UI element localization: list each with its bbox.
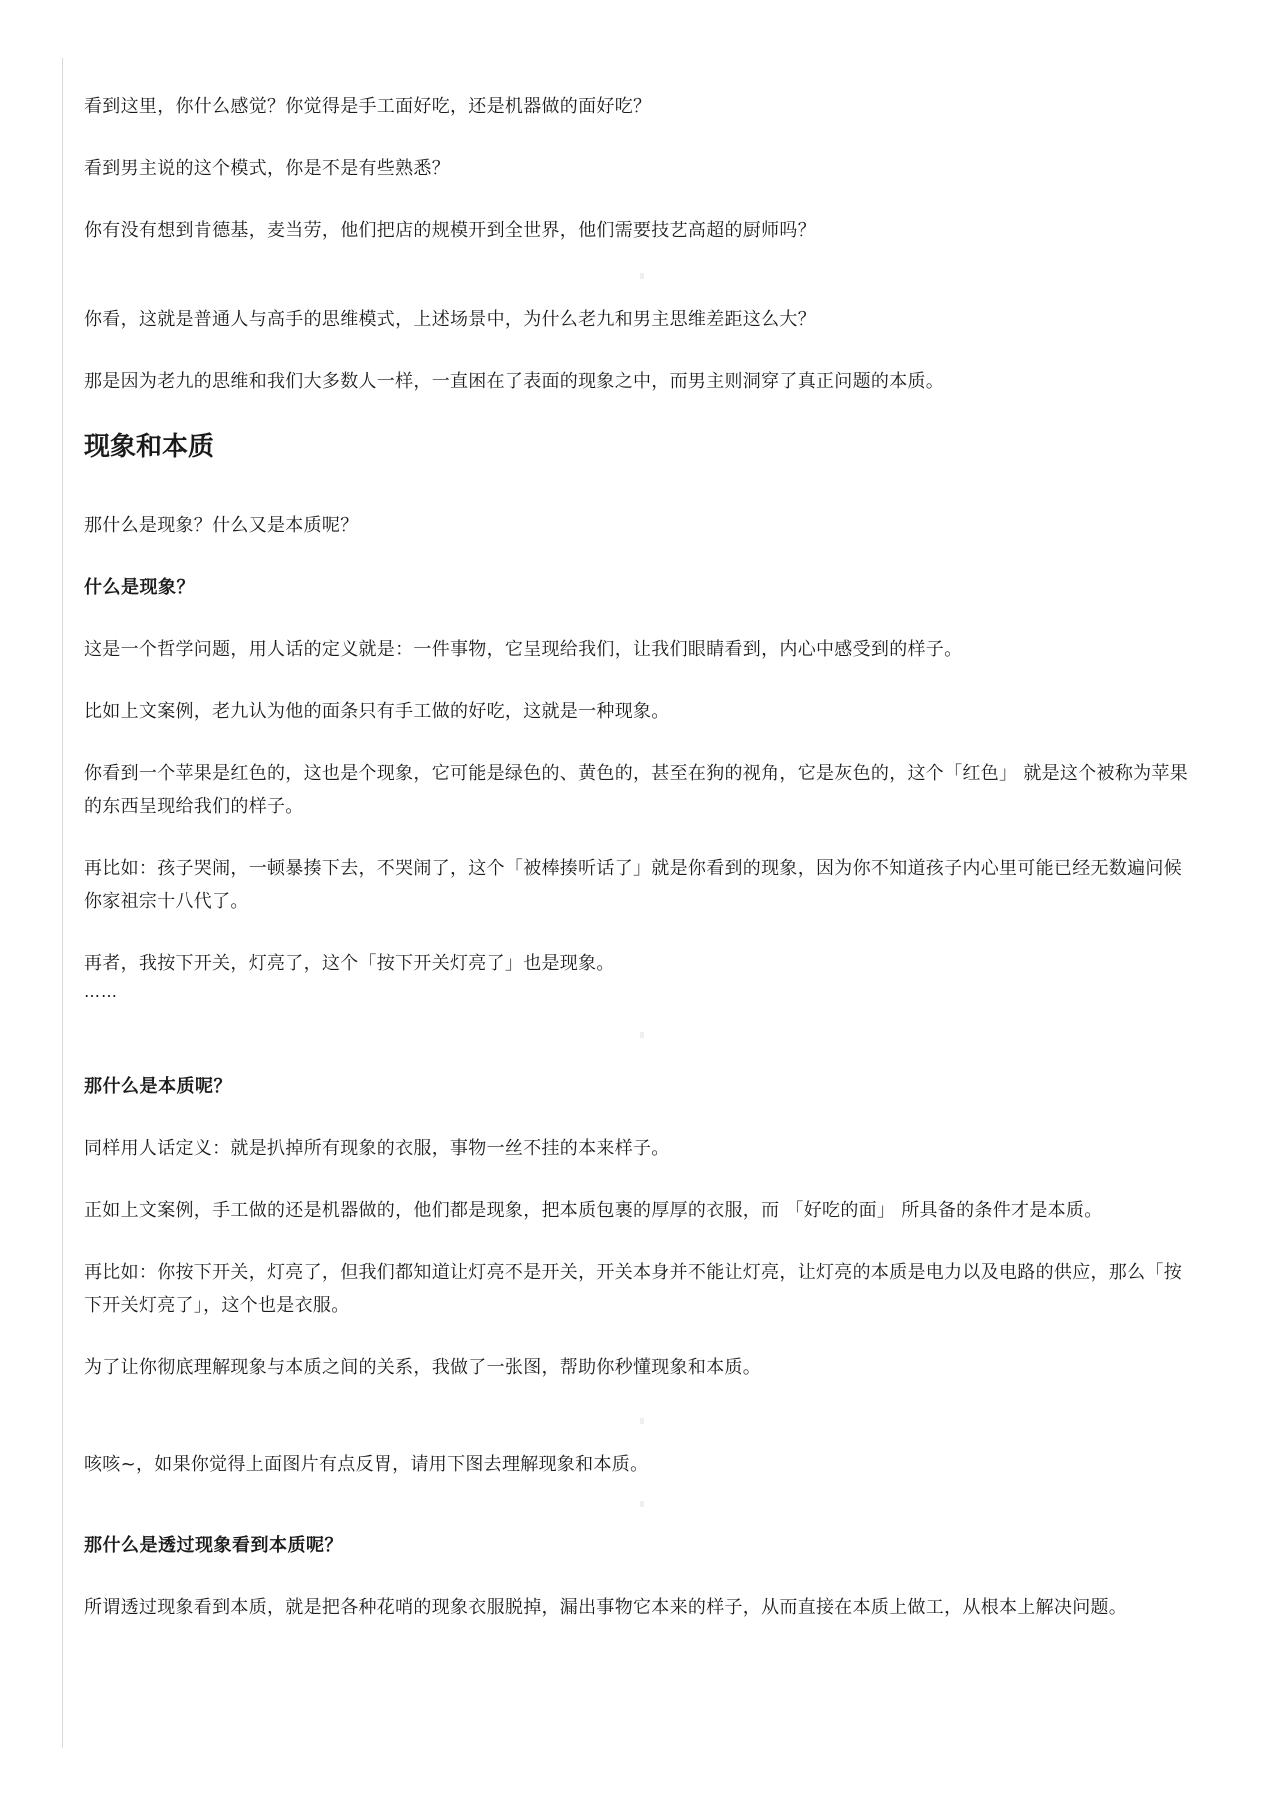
ellipsis: …… [84, 982, 118, 1001]
paragraph: 为了让你彻底理解现象与本质之间的关系，我做了一张图，帮助你秒懂现象和本质。 [84, 1357, 762, 1378]
paragraph: 比如上文案例，老九认为他的面条只有手工做的好吃，这就是一种现象。 [84, 701, 670, 722]
paragraph: 这是一个哲学问题，用人话的定义就是：一件事物，它呈现给我们，让我们眼睛看到，内心中感受到的样子。 [84, 639, 963, 660]
image-placeholder [84, 257, 1199, 303]
image-marker [640, 1032, 644, 1038]
image-placeholder [84, 1489, 1199, 1529]
paragraph: 同样用人话定义：就是扒掉所有现象的衣服，事物一丝不挂的本来样子。 [84, 1138, 670, 1159]
image-marker [640, 1418, 644, 1424]
article-body [84, 90, 1199, 1653]
paragraph: 咳咳~，如果你觉得上面图片有点反胃，请用下图去理解现象和本质。 [84, 1454, 649, 1475]
paragraph: 正如上文案例，手工做的还是机器做的，他们都是现象，把本质包裹的厚厚的衣服，而 「好吃的面」 所具备的条件才是本质。 [84, 1200, 1103, 1221]
paragraph: 那什么是现象？什么又是本质呢？ [84, 515, 359, 536]
subheading: 那什么是透过现象看到本质呢？ [84, 1535, 343, 1556]
paragraph: 看到这里，你什么感觉？你觉得是手工面好吃，还是机器做的面好吃？ [84, 96, 652, 117]
subheading: 什么是现象？ [84, 577, 195, 598]
image-placeholder [84, 1004, 1199, 1070]
paragraph: 你看，这就是普通人与高手的思维模式，上述场景中，为什么老九和男主思维差距这么大？ [84, 309, 816, 330]
subheading: 那什么是本质呢？ [84, 1076, 232, 1097]
paragraph: 你有没有想到肯德基，麦当劳，他们把店的规模开到全世界，他们需要技艺高超的厨师吗？ [84, 220, 816, 241]
image-marker [640, 1501, 644, 1507]
paragraph: 看到男主说的这个模式，你是不是有些熟悉？ [84, 158, 450, 179]
paragraph: 再比如：孩子哭闹，一顿暴揍下去，不哭闹了，这个「被棒揍听话了」就是你看到的现象，因为你不知道孩子内心里可能已经无数遍问候你家祖宗十八代了。 [84, 858, 1182, 912]
paragraph: 再比如：你按下开关，灯亮了，但我们都知道让灯亮不是开关，开关本身并不能让灯亮，让灯亮的本质是电力以及电路的供应，那么「按下开关灯亮了」，这个也是衣服。 [84, 1262, 1182, 1316]
section-title: 现象和本质 [84, 432, 215, 462]
paragraph: 你看到一个苹果是红色的，这也是个现象，它可能是绿色的、黄色的，甚至在狗的视角，它是灰色的，这个「红色」 就是这个被称为苹果的东西呈现给我们的样子。 [84, 763, 1189, 817]
paragraph: 那是因为老九的思维和我们大多数人一样，一直困在了表面的现象之中，而男主则洞穿了真正问题的本质。 [84, 371, 945, 392]
image-marker [640, 273, 644, 279]
image-placeholder [84, 1396, 1199, 1448]
paragraph: 再者，我按下开关，灯亮了，这个「按下开关灯亮了」也是现象。 [84, 953, 615, 974]
paragraph: 所谓透过现象看到本质，就是把各种花哨的现象衣服脱掉，漏出事物它本来的样子，从而直接在本质上做工，从根本上解决问题。 [84, 1597, 1128, 1618]
page-left-rule [62, 58, 63, 1748]
